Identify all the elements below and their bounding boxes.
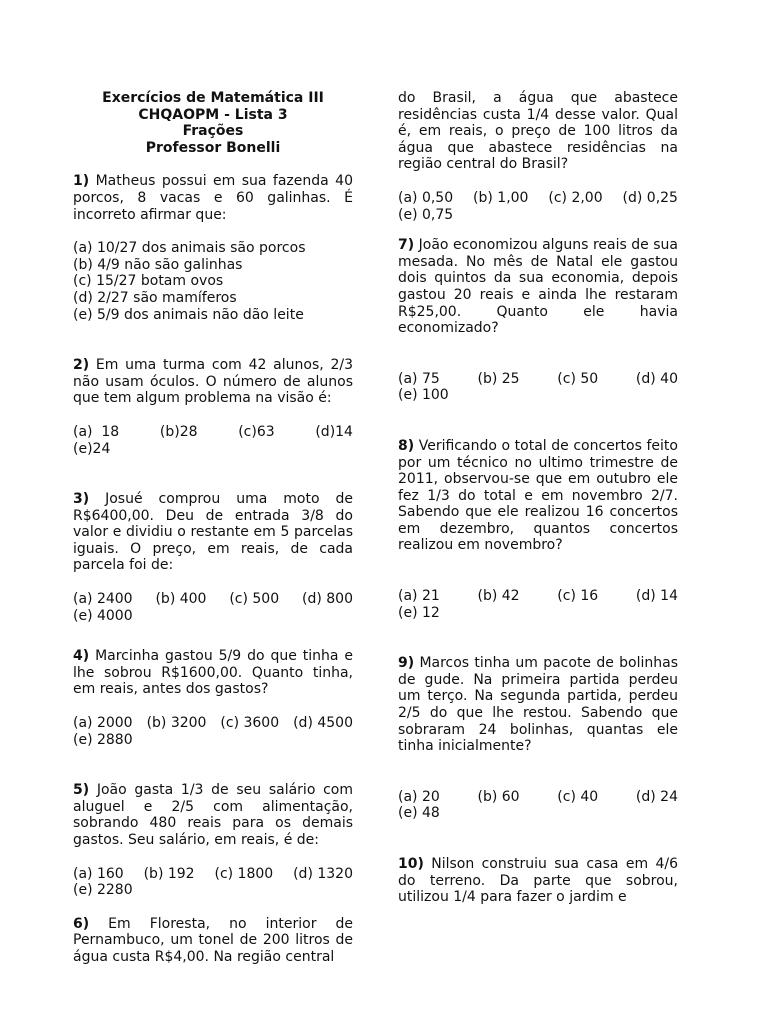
option: (d) 800 [302, 591, 353, 608]
option: (a) 2400 [73, 591, 133, 608]
question-text: Em uma turma com 42 alunos, 2/3 não usam óculos. O número de alunos que tem algum problema na visão é: [73, 357, 353, 407]
option: (a) 75 [398, 370, 440, 387]
option: (a) 160 [73, 865, 124, 882]
question-3-options [73, 591, 353, 624]
option: (c) 15/27 botam ovos [73, 273, 224, 290]
title-line-2: CHQAOPM - Lista 3 [138, 106, 288, 123]
option: (e) 100 [398, 387, 449, 404]
question-6-continued: do Brasil, a água que abastece residências custa 1/4 desse valor. Qual é, em reais, o preço de 100 litros da água que abastece residências na região central do Brasil? [398, 90, 678, 173]
question-8-options [398, 588, 678, 621]
question-number: 8) [398, 437, 415, 454]
question-4 [73, 648, 353, 698]
question-number: 3) [73, 491, 90, 508]
option: (d) 2/27 são mamíferos [73, 289, 237, 306]
left-column [73, 90, 353, 966]
option: (b) 3200 [146, 715, 207, 732]
option: (d) 24 [635, 788, 678, 805]
option: (e) 0,75 [398, 206, 454, 223]
question-text: Nilson construiu sua casa em 4/6 do terreno. Da parte que sobrou, utilizou 1/4 para fazer o jardim e [398, 856, 678, 906]
question-number: 7) [398, 237, 415, 254]
option: (a) 0,50 [398, 189, 454, 206]
options-row [398, 588, 678, 605]
right-column [398, 90, 678, 906]
options-row [73, 591, 353, 608]
question-8 [398, 438, 678, 554]
question-5-options [73, 866, 353, 899]
question-1 [73, 173, 353, 223]
question-text: Em Floresta, no interior de Pernambuco, um tonel de 200 litros de água custa R$4,00. Na região central [73, 915, 353, 965]
question-number: 5) [73, 782, 90, 799]
option: (a) 21 [398, 588, 440, 605]
question-text: João economizou alguns reais de sua mesada. No mês de Natal ele gastou dois quintos da sua economia, depois gastou 20 reais e ainda lhe restaram R$25,00. Quanto ele havia economizado? [398, 237, 678, 337]
option: (c) 2,00 [548, 189, 603, 206]
option: (b) 400 [155, 591, 207, 608]
question-4-options [73, 715, 353, 748]
question-10 [398, 856, 678, 906]
option: (c) 1800 [214, 865, 274, 882]
question-1-options [73, 240, 353, 323]
question-2 [73, 357, 353, 407]
option: (e) 48 [398, 805, 440, 822]
question-7 [398, 237, 678, 337]
option: (c) 50 [557, 370, 599, 387]
option: (e)24 [73, 440, 111, 457]
question-number: 1) [73, 173, 90, 190]
question-5 [73, 782, 353, 848]
question-number: 9) [398, 655, 415, 672]
option: (d) 4500 [293, 715, 353, 732]
question-9-options [398, 789, 678, 822]
options-row [73, 715, 353, 732]
option: (c) 16 [557, 588, 599, 605]
option: (e) 5/9 dos animais não dão leite [73, 306, 304, 323]
options-row [398, 789, 678, 806]
option: (a) 20 [398, 788, 440, 805]
option: (e) 2880 [73, 731, 133, 748]
question-number: 2) [73, 357, 90, 374]
option: (d)14 [315, 423, 353, 440]
document-title [73, 90, 353, 156]
option: (c) 500 [229, 591, 280, 608]
question-6-options [398, 190, 678, 223]
option: (b) 25 [477, 370, 520, 387]
question-number: 10) [398, 856, 424, 872]
option: (c) 40 [557, 788, 599, 805]
question-text: Matheus possui em sua fazenda 40 porcos, 8 vacas e 60 galinhas. É incorreto afirmar que: [73, 173, 353, 223]
option: (a) 18 [73, 423, 120, 440]
option: (d) 40 [635, 370, 678, 387]
option: (e) 4000 [73, 607, 133, 624]
question-text: Josué comprou uma moto de R$6400,00. Deu de entrada 3/8 do valor e dividiu o restante em 5 parcelas iguais. O preço, em reais, de cada parcela foi de: [73, 491, 353, 574]
title-line-4: Professor Bonelli [145, 139, 281, 156]
option: (b) 4/9 não são galinhas [73, 256, 243, 273]
options-row [398, 371, 678, 388]
option: (a) 2000 [73, 715, 133, 732]
question-text: João gasta 1/3 de seu salário com aluguel e 2/5 com alimentação, sobrando 480 reais para os demais gastos. Seu salário, em reais, é de: [73, 782, 353, 848]
options-row [398, 190, 678, 207]
option: (c)63 [238, 423, 275, 440]
question-6-start [73, 916, 353, 966]
question-number: 6) [73, 915, 90, 932]
option: (b) 60 [477, 788, 520, 805]
option: (e) 2280 [73, 882, 133, 899]
question-3 [73, 491, 353, 574]
option: (d) 0,25 [622, 189, 678, 206]
question-number: 4) [73, 648, 90, 665]
option: (b) 42 [477, 588, 520, 605]
title-line-1: Exercícios de Matemática III [102, 90, 324, 106]
option: (b) 1,00 [473, 189, 529, 206]
question-text: Marcinha gastou 5/9 do que tinha e lhe sobrou R$1600,00. Quanto tinha, em reais, antes dos gastos? [73, 648, 353, 698]
option: (b) 192 [143, 865, 195, 882]
title-line-3: Frações [182, 123, 244, 140]
question-text: Verificando o total de concertos feito por um técnico no ultimo trimestre de 2011, observou-se que em outubro ele fez 1/3 do total e em novembro 2/7. Sabendo que ele realizou 16 concertos em dezembro, quantos concertos realizou em novembro? [398, 437, 678, 554]
option: (e) 12 [398, 604, 440, 621]
option: (d) 14 [635, 588, 678, 605]
question-7-options [398, 371, 678, 404]
option: (a) 10/27 dos animais são porcos [73, 240, 306, 257]
option: (c) 3600 [220, 715, 280, 732]
question-text: Marcos tinha um pacote de bolinhas de gude. Na primeira partida perdeu um terço. Na segunda partida, perdeu 2/5 do que lhe restou. Sabendo que sobraram 24 bolinhas, quantas ele tinha inicialmente? [398, 655, 678, 755]
question-2-options [73, 424, 353, 457]
options-row [73, 424, 353, 441]
options-row [73, 866, 353, 883]
option: (d) 1320 [293, 865, 353, 882]
option: (b)28 [159, 423, 198, 440]
question-9 [398, 655, 678, 755]
